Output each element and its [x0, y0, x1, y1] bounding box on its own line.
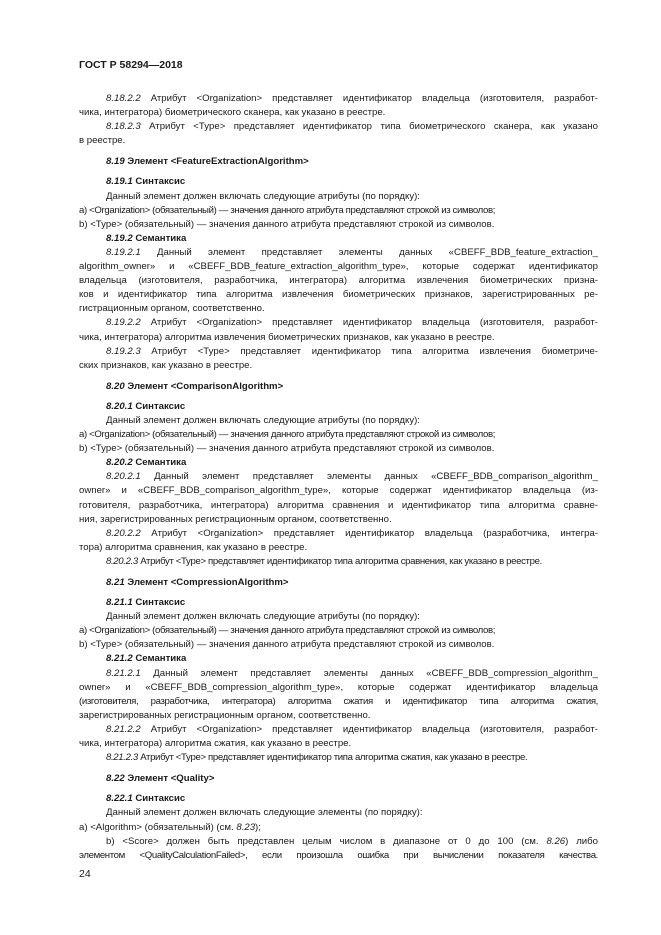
paragraph — [79, 527, 598, 541]
text-line: ков и идентификатор типа алгоритма извлечения биометрических признаков, зарегистрированных ре- — [79, 289, 598, 301]
paragraph — [79, 92, 598, 106]
text-line: (изготовителя, разработчика, интегратора) алгоритма сжатия и идентификатор типа алгоритма сжатия, — [79, 695, 598, 707]
text-line: Данный элемент должен включать следующие элементы (по порядку): — [106, 807, 423, 819]
subsection-heading — [79, 652, 598, 666]
clause-number: 8.21.2.1 — [106, 667, 141, 679]
text-line: Данный элемент представляет элементы данных «CBEFF_BDB_compression_algorithm_ — [140, 667, 598, 679]
text-line: owner» и «CBEFF_BDB_comparison_algorithm_type», которые содержат идентификатор владельца (из- — [79, 485, 598, 497]
text-line: ских признаков, как указано в реестре. — [79, 359, 253, 371]
text-line: a) <Algorithm> (обязательный) (см. — [79, 821, 237, 833]
text-line: чика, интегратора) биометрического сканера, как указано в реестре. — [79, 107, 386, 119]
text-line: Атрибут <Organization> представляет идентификатор владельца (изготовителя, разработ- — [140, 723, 598, 735]
text-line: Данный элемент представляет элементы данных «CBEFF_BDB_feature_extraction_ — [140, 246, 598, 258]
subsection-number: 8.20.1 — [106, 400, 133, 412]
section-heading — [79, 772, 598, 786]
subsection-title: Семантика — [132, 457, 187, 469]
text-line: Атрибут <Type> представляет идентификатор типа алгоритма извлечения биометриче- — [140, 345, 598, 357]
text-line: готовителя, разработчика, интегратора) алгоритма сравнения и идентификатор типа алгоритма сравне- — [79, 499, 598, 511]
text-line: Атрибут <Type> представляет идентификатор типа алгоритма сравнения, как указано в реестре. — [137, 555, 542, 567]
subsection-heading — [79, 456, 598, 470]
subsection-number: 8.19.1 — [106, 176, 133, 188]
clause-number: 8.19.2.2 — [106, 317, 141, 329]
text-line: Атрибут <Type> представляет идентификатор типа алгоритма сжатия, как указано в реестре. — [137, 752, 528, 764]
text-line: Данный элемент должен включать следующие атрибуты (по порядку): — [106, 414, 420, 426]
list-item — [79, 821, 598, 835]
subsection-heading — [79, 175, 598, 189]
list-item: b) <Type> (обязательный) — значения данного атрибута представляют строкой из символов. — [79, 639, 495, 651]
text-line: Атрибут <Type> представляет идентификатор типа биометрического сканера, как указано — [140, 121, 598, 133]
clause-number: 8.21.2.2 — [106, 723, 141, 735]
text-line: владельца (изготовителя, разработчика, интегратора) алгоритма извлечения биометрических призна- — [79, 275, 598, 287]
paragraph — [79, 316, 598, 330]
text-line: algorithm_owner» и «CBEFF_BDB_feature_extraction_algorithm_type», которые содержат идентификатор — [79, 261, 598, 273]
text-line: тора) алгоритма сравнения, как указано в реестре. — [79, 541, 308, 553]
subsection-number: 8.22.1 — [106, 793, 133, 805]
section-number: 8.22 — [106, 773, 125, 785]
paragraph — [79, 246, 598, 260]
subsection-number: 8.21.2 — [106, 653, 133, 665]
subsection-number: 8.21.1 — [106, 597, 133, 609]
text-line: ); — [255, 821, 261, 833]
section-number: 8.21 — [106, 577, 125, 588]
list-item: a) <Organization> (обязательный) — значения данного атрибута представляют строкой из символов; — [79, 204, 496, 216]
section-heading — [79, 380, 598, 394]
cross-reference: 8.23 — [236, 821, 256, 833]
text-line: owner» и «CBEFF_BDB_compression_algorithm_type», которые содержат идентификатор владельца — [79, 681, 598, 693]
clause-number: 8.19.2.1 — [106, 246, 141, 258]
section-heading — [79, 576, 598, 590]
paragraph — [79, 751, 598, 765]
paragraph — [79, 120, 598, 134]
section-title: Элемент <CompressionAlgorithm> — [124, 577, 289, 588]
subsection-number: 8.20.2 — [106, 457, 133, 469]
text-line: b) <Score> должен быть представлен целым числом в диапазоне от 0 до 100 (см. — [106, 835, 547, 847]
section-heading — [79, 155, 598, 169]
text-line: в реестре. — [79, 135, 126, 147]
paragraph — [79, 470, 598, 484]
list-item: a) <Organization> (обязательный) — значения данного атрибута представляют строкой из символов; — [79, 429, 496, 441]
list-item: b) <Type> (обязательный) — значения данного атрибута представляют строкой из символов. — [79, 218, 495, 230]
clause-number: 8.20.2.3 — [106, 555, 138, 567]
clause-number: 8.20.2.1 — [106, 471, 141, 483]
clause-number: 8.19.2.3 — [106, 345, 141, 357]
text-line: гистрационным органом, соответственно. — [79, 303, 265, 315]
text-line: ) либо — [565, 835, 599, 847]
text-line: чика, интегратора) алгоритма сжатия, как указано в реестре. — [79, 738, 352, 750]
section-number: 8.20 — [106, 380, 125, 392]
text-line: Атрибут <Organization> представляет идентификатор владельца (разработчика, интегра- — [140, 527, 598, 539]
text-line: ния, зарегистрированных регистрационным органом, соответственно. — [79, 513, 392, 525]
text-line: Данный элемент должен включать следующие атрибуты (по порядку): — [106, 611, 420, 623]
subsection-number: 8.19.2 — [106, 232, 133, 244]
clause-number: 8.18.2.2 — [106, 93, 141, 104]
subsection-title: Синтаксис — [132, 597, 186, 609]
page-content — [79, 92, 598, 863]
list-item: b) <Type> (обязательный) — значения данного атрибута представляют строкой из символов. — [79, 443, 495, 455]
list-item: a) <Organization> (обязательный) — значения данного атрибута представляют строкой из символов; — [79, 625, 496, 637]
subsection-title: Семантика — [132, 653, 187, 665]
clause-number: 8.20.2.2 — [106, 527, 141, 539]
text-line: Атрибут <Organization> представляет идентификатор владельца (изготовителя, разработ- — [140, 317, 598, 329]
text-line: чика, интегратора) алгоритма извлечения биометрических признаков, как указано в реестре. — [79, 331, 495, 343]
paragraph — [79, 723, 598, 737]
section-title: Элемент <FeatureExtractionAlgorithm> — [124, 156, 309, 168]
subsection-heading — [79, 792, 598, 806]
paragraph — [79, 555, 598, 569]
subsection-title: Синтаксис — [132, 176, 186, 188]
section-title: Элемент <Quality> — [124, 773, 215, 785]
text-line: Атрибут <Organization> представляет идентификатор владельца (изготовителя, разработ- — [140, 93, 598, 104]
text-line: Данный элемент представляет элементы данных «CBEFF_BDB_comparison_algorithm_ — [140, 471, 598, 483]
section-number: 8.19 — [106, 156, 125, 168]
subsection-title: Семантика — [132, 232, 187, 244]
subsection-heading — [79, 596, 598, 610]
page-number: 24 — [79, 868, 91, 880]
text-line: элементом <QualityCalculationFailed>, если произошла ошибка при вычислении показателя качества. — [79, 849, 598, 861]
subsection-heading — [79, 232, 598, 246]
section-title: Элемент <ComparisonAlgorithm> — [124, 380, 284, 392]
clause-number: 8.21.2.3 — [106, 752, 138, 764]
list-item — [79, 835, 598, 849]
document-header: ГОСТ Р 58294—2018 — [79, 59, 183, 71]
subsection-heading — [79, 400, 598, 414]
paragraph — [79, 345, 598, 359]
clause-number: 8.18.2.3 — [106, 121, 141, 133]
text-line: зарегистрированных регистрационным органом, соответственно. — [79, 709, 371, 721]
cross-reference: 8.26 — [546, 835, 566, 847]
subsection-title: Синтаксис — [132, 793, 186, 805]
text-line: Данный элемент должен включать следующие атрибуты (по порядку): — [106, 190, 420, 202]
subsection-title: Синтаксис — [132, 400, 186, 412]
paragraph — [79, 667, 598, 681]
